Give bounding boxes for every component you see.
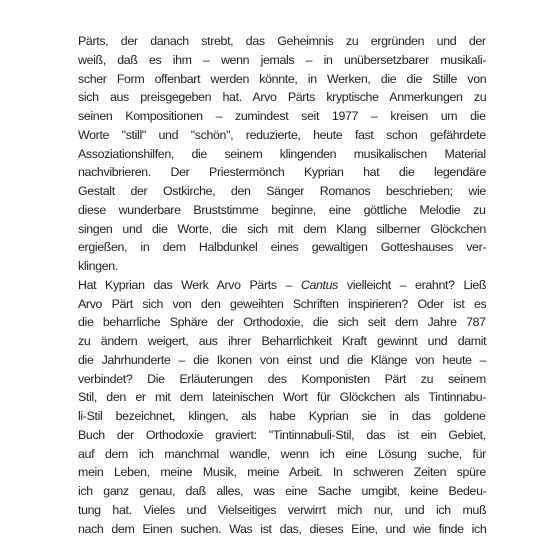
text-line: diese wunderbare Bruststimme beginne, eine göttliche Melodie zu bbox=[78, 202, 486, 217]
text-line: Gestalt der Ostkirche, den Sänger Romanos beschrieben; wie bbox=[78, 184, 486, 198]
text-line: ergießen, in dem Halbdunkel eines gewaltigen Gotteshauses ver- bbox=[78, 240, 487, 255]
text-line: nach dem Einen suchen. Was ist das, dieses Eine, und wie finde ich bbox=[78, 521, 487, 536]
text-line: scher Form offenbart werden könnte, in Werken, die die Stille von bbox=[78, 71, 487, 86]
text-line: singen und die Worte, die sich mit dem Klang silberner Glöckchen bbox=[78, 221, 486, 236]
text-line: weiß, daß es ihm – wenn jemals – in unübersetzbarer musikali- bbox=[78, 52, 487, 67]
text-line: Pärts, der danach strebt, das Geheimnis zu ergründen und der bbox=[78, 34, 486, 48]
text-line: auf dem ich manchmal wandle, wenn ich eine Lösung suche, für bbox=[78, 446, 486, 461]
text-line: die Jahrhunderte – die Ikonen von einst und die Klänge von heute – bbox=[78, 352, 487, 367]
text-line: Arvo Pärt sich von den geweihten Schriften inspirieren? Oder ist es bbox=[78, 296, 487, 311]
text-line: zu ändern weigert, aus ihrer Beharrlichkeit Kraft gewinnt und damit bbox=[78, 334, 487, 348]
text-line: Assoziationshilfen, die seinem klingenden musikalischen Material bbox=[78, 146, 486, 161]
work-title-cantus: Cantus bbox=[300, 277, 339, 292]
text-segment: vielleicht – erahnt? Ließ bbox=[338, 277, 487, 292]
text-line: verbindet? Die Erläuterungen des Komponisten Pärt zu seinem bbox=[78, 371, 486, 386]
text-line: tung hat. Vieles und Vielseitiges verwirrt mich nur, und ich muß bbox=[78, 502, 487, 517]
text-line: die beharrliche Sphäre der Orthodoxie, die sich seit dem Jahre 787 bbox=[78, 315, 486, 330]
paragraph-end-line: klingen. bbox=[78, 259, 118, 273]
text-segment: Hat Kyprian das Werk Arvo Pärts – bbox=[78, 277, 301, 292]
text-line: Stil, den er mit dem lateinischen Wort für Glöckchen als Tintinnabu- bbox=[78, 390, 487, 405]
body-text bbox=[78, 32, 486, 538]
text-line: Buch der Orthodoxie graviert: "Tintinnabuli-Stil, das ist ein Gebiet, bbox=[78, 427, 486, 442]
text-line: li-Stil bezeichnet, klingen, als habe Kyprian sie in das goldene bbox=[78, 409, 486, 423]
text-line: nachvibrieren. Der Priestermönch Kyprian hat die legendäre bbox=[78, 165, 486, 180]
text-line: Worte "still" und "schön", reduzierte, heute fast schon gefährdete bbox=[78, 127, 486, 142]
text-line: sich aus preisgegeben hat. Arvo Pärts kryptische Anmerkungen zu bbox=[78, 90, 487, 105]
text-line: seinen Kompositionen – zumindest seit 1977 – kreisen um die bbox=[78, 109, 486, 123]
text-line: ich ganz genau, daß alles, was eine Sache umgibt, keine Bedeu- bbox=[78, 484, 487, 498]
text-line bbox=[78, 276, 486, 295]
text-line: mein Leben, meine Musik, meine Arbeit. In schweren Zeiten spüre bbox=[78, 465, 486, 480]
